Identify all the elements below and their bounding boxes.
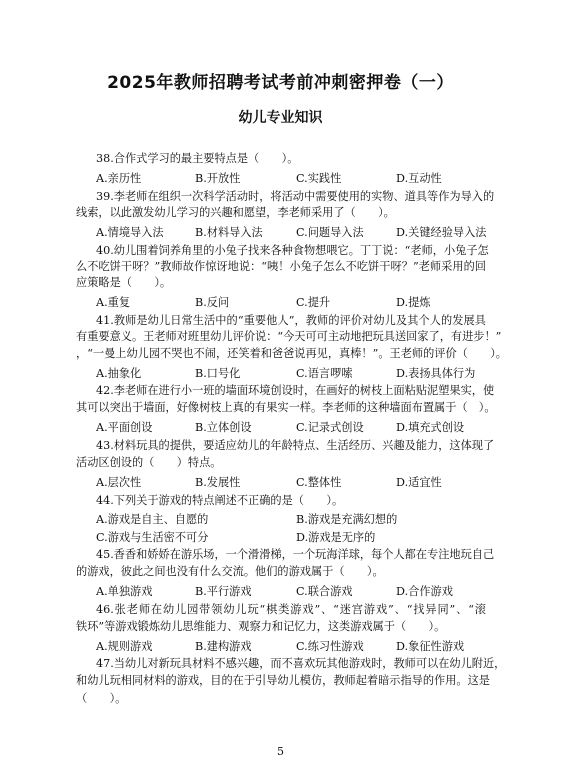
question-40-stem-line1: 40.幼儿围着饲养角里的小兔子找来各种食物想喂它。丁丁说：“老师，小兔子怎 (96, 244, 489, 257)
option-42-b: B.立体创设 (195, 421, 252, 434)
option-44-a: A.游戏是自主、自愿的 (96, 513, 209, 526)
option-38-c: C.实践性 (296, 172, 342, 185)
option-43-d: D.适宜性 (396, 476, 442, 489)
option-46-d: D.象征性游戏 (396, 640, 465, 653)
option-44-b: B.游戏是充满幻想的 (296, 513, 398, 526)
option-46-c: C.练习性游戏 (296, 640, 364, 653)
option-45-b: B.平行游戏 (195, 585, 252, 598)
question-42-stem-line1: 42.李老师在进行小一班的墙面环境创设时，在画好的树枝上面粘贴泥塑果实，使 (96, 384, 495, 397)
option-40-b: B.反问 (195, 296, 230, 309)
exam-title: 2025年教师招聘考试考前冲刺密押卷（一） (107, 73, 454, 93)
section-subtitle: 幼儿专业知识 (238, 110, 323, 126)
option-43-c: C.整体性 (296, 476, 342, 489)
option-42-a: A.平面创设 (96, 421, 153, 434)
option-38-a: A.亲历性 (96, 172, 142, 185)
option-39-a: A.情境导入法 (96, 226, 164, 239)
question-46-stem-line2: 铁环”等游戏锻炼幼儿思维能力、观察力和记忆力，这类游戏属于（ ）。 (76, 620, 446, 633)
option-45-d: D.合作游戏 (396, 585, 453, 598)
option-46-b: B.建构游戏 (195, 640, 252, 653)
question-39-stem-line2: 线索，以此激发幼儿学习的兴趣和愿望，李老师采用了（ ）。 (76, 206, 395, 219)
option-38-b: B.开放性 (195, 172, 241, 185)
option-43-a: A.层次性 (96, 476, 142, 489)
question-43-stem-line2: 活动区创设的（ ）特点。 (76, 456, 222, 469)
question-41-stem-line3: ，“一曼上幼儿园不哭也不闹，还笑着和爸爸说再见，真棒！”。王老师的评价（ ）。 (76, 347, 507, 360)
option-45-c: C.联合游戏 (296, 585, 353, 598)
question-39-stem-line1: 39.李老师在组织一次科学活动时，将活动中需要使用的实物、道具等作为导入的 (96, 190, 495, 203)
question-47-stem-line1: 47.当幼儿对新玩具材料不感兴趣，而不喜欢玩其他游戏时，教师可以在幼儿附近， (96, 657, 506, 670)
question-40-stem-line3: 应策略是（ ）。 (76, 276, 172, 289)
question-41-stem-line2: 有重要意义。王老师对班里幼儿评价说：“今天可可主动地把玩具送回家了，有进步！” (76, 330, 502, 343)
option-41-c: C.语言啰嗦 (296, 367, 353, 380)
question-40-stem-line2: 么不吃饼干呀？”教师故作惊讶地说：“咦！小兔子怎么不吃饼干呀？”老师采用的回 (76, 260, 486, 273)
option-40-c: C.提升 (296, 296, 331, 309)
question-43-stem-line1: 43.材料玩具的提供，要适应幼儿的年龄特点、生活经历、兴趣及能力，这体现了 (96, 439, 495, 452)
question-44-stem: 44.下列关于游戏的特点阐述不正确的是（ ）。 (96, 494, 344, 507)
question-38-stem: 38.合作式学习的最主要特点是（ ）。 (96, 152, 299, 165)
option-44-d: D.游戏是无序的 (296, 531, 376, 544)
option-40-d: D.提炼 (396, 296, 431, 309)
option-41-a: A.抽象化 (96, 367, 142, 380)
question-46-stem-line1: 46.张老师在幼儿园带领幼儿玩“棋类游戏”、“迷宫游戏”、“找异同”、“滚 (96, 603, 486, 616)
question-45-stem-line2: 的游戏，彼此之间也没有什么交流。他们的游戏属于（ ）。 (76, 565, 384, 578)
question-41-stem-line1: 41.教师是幼儿日常生活中的“重要他人”，教师的评价对幼儿及其个人的发展具 (96, 314, 486, 327)
page-number: 5 (277, 745, 284, 758)
option-41-b: B.口号化 (195, 367, 241, 380)
option-41-d: D.表扬具体行为 (396, 367, 476, 380)
question-45-stem-line1: 45.香香和娇娇在游乐场，一个滑滑梯，一个玩海洋球，每个人都在专注地玩自己 (96, 548, 495, 561)
question-42-stem-line2: 其可以突出于墙面，好像树枝上真的有果实一样。李老师的这种墙面布置属于（ ）。 (76, 401, 496, 414)
option-39-d: D.关键经验导入法 (396, 226, 487, 239)
option-40-a: A.重复 (96, 296, 131, 309)
question-47-stem-line3: （ ）。 (76, 692, 127, 705)
option-42-d: D.填充式创设 (396, 421, 465, 434)
option-42-c: C.记录式创设 (296, 421, 364, 434)
option-44-c: C.游戏与生活密不可分 (96, 531, 209, 544)
option-39-b: B.材料导入法 (195, 226, 263, 239)
option-45-a: A.单独游戏 (96, 585, 153, 598)
option-39-c: C.问题导入法 (296, 226, 364, 239)
option-43-b: B.发展性 (195, 476, 241, 489)
option-46-a: A.规则游戏 (96, 640, 153, 653)
option-38-d: D.互动性 (396, 172, 442, 185)
question-47-stem-line2: 和幼儿玩相同材料的游戏，目的在于引导幼儿模仿，教师起着暗示指导的作用。这是 (76, 674, 490, 687)
